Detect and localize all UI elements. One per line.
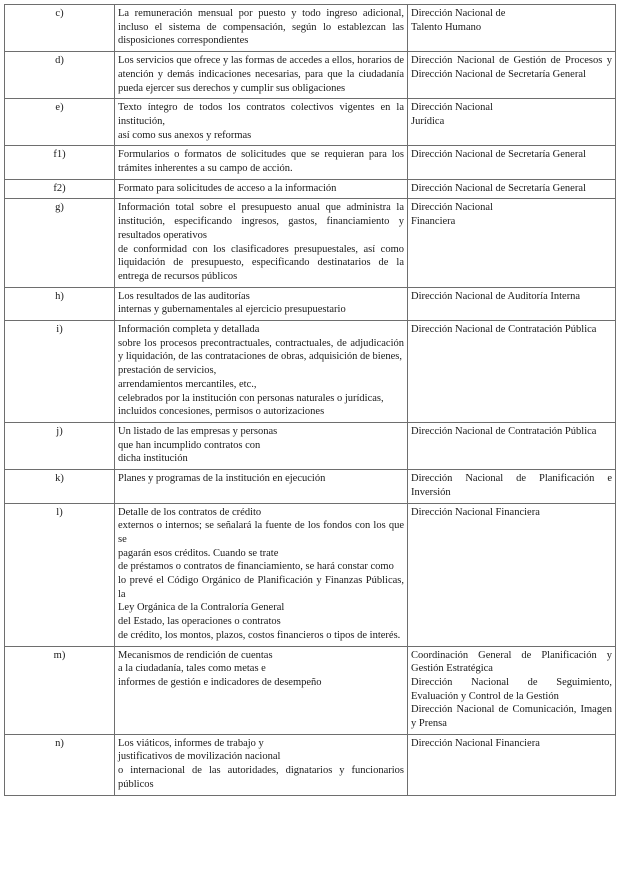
- table-row: [5, 470, 616, 503]
- responsible-unit-cell: Dirección Nacional Jurídica: [408, 99, 616, 146]
- literal-cell: m): [5, 646, 115, 734]
- responsible-unit-cell: Dirección Nacional de Talento Humano: [408, 5, 616, 52]
- literal-cell: g): [5, 199, 115, 287]
- literal-cell: e): [5, 99, 115, 146]
- information-cell: Planes y programas de la institución en ejecución: [115, 470, 408, 503]
- table-row: [5, 734, 616, 795]
- responsible-unit-cell: Coordinación General de Planificación y Gestión Estratégica Dirección Nacional de Seguimiento, Evaluación y Control de la Gestión Dirección Nacional de Comunicación, Imagen y Prensa: [408, 646, 616, 734]
- responsible-unit-cell: Dirección Nacional de Gestión de Procesos y Dirección Nacional de Secretaría General: [408, 52, 616, 99]
- table-row: [5, 422, 616, 469]
- information-cell: Información total sobre el presupuesto anual que administra la institución, especificando ingresos, gastos, financiamiento y resultados operativos de conformidad con los clasificadores presupuestales, así como liquidación de presupuesto, especificando destinatarios de la entrega de recursos públicos: [115, 199, 408, 287]
- table-row: [5, 99, 616, 146]
- table-row: [5, 199, 616, 287]
- information-cell: Los servicios que ofrece y las formas de accedes a ellos, horarios de atención y demás indicaciones necesarias, para que la ciudadanía pueda ejercer sus derechos y cumplir sus obligaciones: [115, 52, 408, 99]
- literal-cell: n): [5, 734, 115, 795]
- literal-cell: d): [5, 52, 115, 99]
- responsible-unit-cell: Dirección Nacional de Planificación e Inversión: [408, 470, 616, 503]
- responsible-unit-cell: Dirección Nacional de Secretaría General: [408, 179, 616, 199]
- literal-cell: f1): [5, 146, 115, 179]
- responsible-unit-cell: Dirección Nacional Financiera: [408, 199, 616, 287]
- literal-cell: k): [5, 470, 115, 503]
- information-cell: Formato para solicitudes de acceso a la información: [115, 179, 408, 199]
- literal-cell: l): [5, 503, 115, 646]
- information-cell: Los viáticos, informes de trabajo y justificativos de movilización nacional o internacional de las autoridades, dignatarios y funcionarios públicos: [115, 734, 408, 795]
- information-cell: Formularios o formatos de solicitudes que se requieran para los trámites inherentes a su campo de acción.: [115, 146, 408, 179]
- information-cell: La remuneración mensual por puesto y todo ingreso adicional, incluso el sistema de compensación, según lo establezcan las disposiciones correspondientes: [115, 5, 408, 52]
- responsible-unit-cell: Dirección Nacional Financiera: [408, 503, 616, 646]
- literal-cell: j): [5, 422, 115, 469]
- literal-cell: f2): [5, 179, 115, 199]
- information-cell: Mecanismos de rendición de cuentas a la ciudadanía, tales como metas e informes de gestión e indicadores de desempeño: [115, 646, 408, 734]
- literal-cell: h): [5, 287, 115, 320]
- information-cell: Detalle de los contratos de crédito externos o internos; se señalará la fuente de los fondos con los que se pagarán esos créditos. Cuando se trate de préstamos o contratos de financiamiento, se hará constar como lo prevé el Código Orgánico de Planificación y Finanzas Públicas, la Ley Orgánica de la Contraloría General del Estado, las operaciones o contratos de crédito, los montos, plazos, costos financieros o tipos de interés.: [115, 503, 408, 646]
- table-row: [5, 321, 616, 423]
- table-row: [5, 287, 616, 320]
- responsible-unit-cell: Dirección Nacional de Contratación Pública: [408, 321, 616, 423]
- responsible-unit-cell: Dirección Nacional de Contratación Pública: [408, 422, 616, 469]
- information-cell: Los resultados de las auditorías internas y gubernamentales al ejercicio presupuestario: [115, 287, 408, 320]
- literal-cell: c): [5, 5, 115, 52]
- information-cell: Información completa y detallada sobre los procesos precontractuales, contractuales, de adjudicación y liquidación, de las contrataciones de obras, adquisición de bienes, prestación de servicios, arrendamientos mercantiles, etc., celebrados por la institución con personas naturales o jurídicas, incluidos concesiones, permisos o autorizaciones: [115, 321, 408, 423]
- table-row: [5, 503, 616, 646]
- information-cell: Texto íntegro de todos los contratos colectivos vigentes en la institución, así como sus anexos y reformas: [115, 99, 408, 146]
- literal-cell: i): [5, 321, 115, 423]
- transparency-table: [4, 4, 616, 796]
- table-row: [5, 179, 616, 199]
- responsible-unit-cell: Dirección Nacional de Secretaría General: [408, 146, 616, 179]
- information-cell: Un listado de las empresas y personas que han incumplido contratos con dicha institución: [115, 422, 408, 469]
- responsible-unit-cell: Dirección Nacional Financiera: [408, 734, 616, 795]
- table-body: [5, 5, 616, 796]
- document-page: [4, 4, 616, 796]
- table-row: [5, 646, 616, 734]
- table-row: [5, 146, 616, 179]
- table-row: [5, 5, 616, 52]
- table-row: [5, 52, 616, 99]
- responsible-unit-cell: Dirección Nacional de Auditoría Interna: [408, 287, 616, 320]
